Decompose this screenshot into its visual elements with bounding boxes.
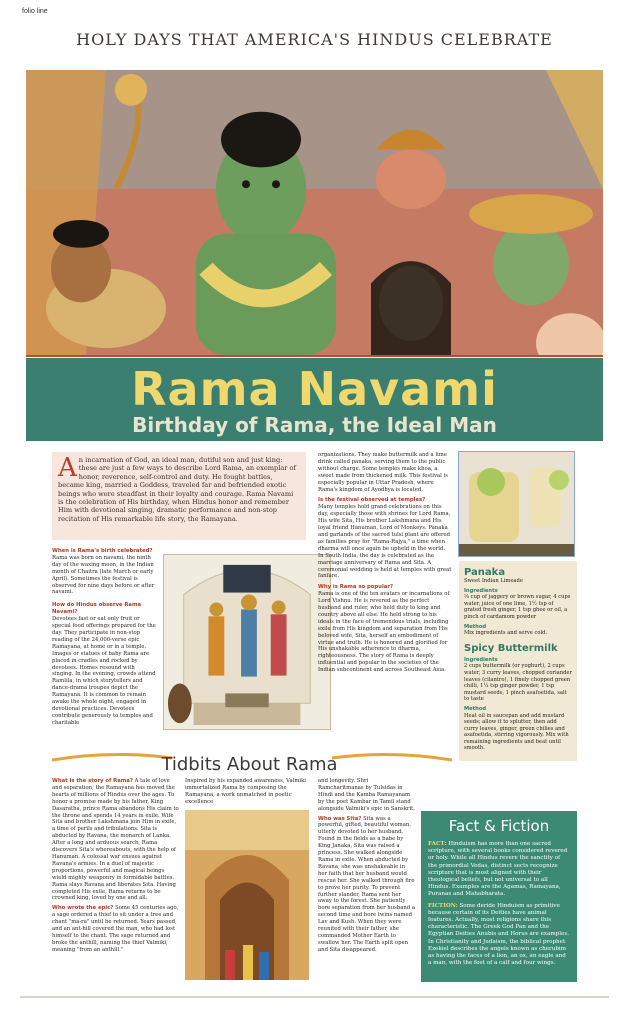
method-text: Mix ingredients and serve cold. xyxy=(464,630,548,637)
palace-photo xyxy=(185,810,309,980)
question-heading: Is the festival observed at temples? xyxy=(318,497,426,504)
answer-text: Many temples hold grand celebrations on this day, especially those with shrines for Lord Rama, His wife Sita, His brother Lakshmana and His loyal friend Hanuman, Lord of Monkeys. Panaka and garlands of the sacred tulsi plant are offered as families pray for "Rama-Rajya," a time when dharma will once again be upheld in the world. In South India, the day is celebrated as the marriage anniversary of Rama and Sita. A ceremonial wedding is held at temples with great fanfare. xyxy=(318,504,452,580)
answer-text: Some 45 centuries ago, a sage ordered a thief to sit under a tree and chant "ma-ra" until he returned. Years passed, and an ant-hill covered the man, who had lost himself to the chant. The sage returned and broke the anthill, naming the thief Valmiki, meaning "from an anthill." xyxy=(52,905,179,953)
dropcap: A xyxy=(58,453,77,483)
ingredients-text: 2 cups buttermilk (or yoghurt), 2 cups water, 3 curry leaves, chopped coriander leaves (cilantro), 1 finely chopped green chilli, 1¼ tsp ginger powder, 1 tsp mustard seeds, 1 pinch asafoetida, salt to taste xyxy=(464,663,572,703)
method-label: Method xyxy=(464,623,487,630)
recipe-subtitle: Sweet Indian Limeade xyxy=(464,578,523,584)
fact-text: Hinduism has more than one sacred scripture, with several books considered revered or holy. While all Hindus revere the sanctity of the primordial Vedas, distinct sects recognize scripture that is most aligned with their theological beliefs, but not universal to all Hindus. Examples are the Agamas, Ramayana, Puranas and Mahabharata. xyxy=(428,841,568,898)
title-banner xyxy=(26,358,603,441)
question-heading: Who wrote the epic? xyxy=(52,905,114,912)
question-heading: Who was Sita? xyxy=(318,815,362,822)
ingredients-label: Ingredients xyxy=(464,587,498,594)
article-title: Rama Navami xyxy=(131,362,498,416)
fiction-label: FICTION: xyxy=(428,902,458,909)
left-column xyxy=(52,548,157,727)
question-heading: Why is Rama so popular? xyxy=(318,584,394,591)
hero-painting xyxy=(26,70,603,357)
recipes-box xyxy=(459,561,577,761)
fiction-text: Some deride Hinduism as primitive because certain of its Deities have animal features. Actually, most religions share this characteristic. The Greek God Pan and the Egyptian Deities Anubis and Horus are examples. In Christianity and Judaism, the biblical prophet Ezekiel describes the angels known as cherubim as having the faces of a lion, an ox, an eagle and a man, with the feet of a calf and four wings. xyxy=(428,902,569,967)
answer-text: organizations. They make buttermilk and a lime drink called panaka, serving them to the public without charge. Some temples make khoa, a sweet made from thickened milk. This festival is especially popular in Uttar Pradesh, where Rama's kingdom of Ayodhya is located. xyxy=(318,452,448,493)
recipe-title: Spicy Buttermilk xyxy=(464,642,558,654)
method-text: Heat oil in saucepan and add mustard seeds; allow it to splutter, then add curry leaves, ginger, green chilies and asafoetida, stirring vigorously. Mix with remaining ingredients and beat until smooth. xyxy=(464,712,569,752)
recipe-title: Panaka xyxy=(464,567,506,578)
tidbits-column-3 xyxy=(318,778,415,954)
tidbits-column-1 xyxy=(52,778,179,954)
answer-text: Sita was a powerful, gifted, beautiful woman, utterly devoted to her husband. Found in the fields as a babe by King Janaka, Sita was raised a princess. She walked alongside Rama in exile. When abducted by Ravana, she was unshakeable in her faith that her husband would rescue her. She walked through fire to prove her purity. To prevent further slander, Rama sent her away to the forest. She patiently bore separation from her husband a second time and bore twins named Lav and Kush. When they were reunited with their father, she commanded Mother Earth to swallow her. The Earth split open and Sita disappeared. xyxy=(318,815,416,953)
shrine-photo xyxy=(163,554,331,730)
intro-box xyxy=(52,452,306,540)
answer-text: Rama was born on navami, the ninth day of the waxing moon, in the Indian month of Chaitra (late March or early April). Sometimes the festival is observed for nine days before or after navami. xyxy=(52,554,155,596)
article-subtitle: Birthday of Rama, the Ideal Man xyxy=(132,413,497,437)
fact-fiction-box xyxy=(421,811,577,982)
question-heading: What is the story of Rama? xyxy=(52,778,133,784)
intro-text: n incarnation of God, an ideal man, dutiful son and just king: these are just a few ways to describe Lord Rama, an exemplar of honor, reverence, self-control and duty. He fought battles, became king, married a Goddess, traveled far and befriended exotic beings who were steadfast in their loyalty and courage. Rama Navami is the celebration of His birthday, when Hindus honor and remember Him with devotional singing, dramatic performance and non-stop recitation of His remarkable life story, the Ramayana. xyxy=(58,456,296,523)
middle-column xyxy=(318,452,452,674)
folio-line: folio line xyxy=(22,8,48,15)
answer-text: Rama is one of the ten avatars or incarnations of Lord Vishnu. He is revered as the perfect husband and ruler, who held duty to king and country above all else. He held strong to his ideals in the face of tremendous trials, including exile from His kingdom and separation from His beloved wife, Sita, herself an embodiment of virtue and truth. He is honored and glorified for His unshakable adherence to dharma, righteousness. The story of Rama is deeply influential and popular in the societies of the Indian subcontinent and across Southeast Asia. xyxy=(318,591,450,674)
question-heading: When is Rama's birth celebrated? xyxy=(52,548,153,554)
drinks-photo xyxy=(459,452,574,556)
answer-text: A tale of love and separation, the Ramayana has moved the hearts of millions of Hindus over the ages. To honor a promise made by his father, King Dasaratha, prince Rama abandons His claim to the throne and spends 14 years in exile. Wife Sita and brother Lakshmana join Him in exile, a time of perils and tribulations. Sita is abducted by Ravana, the monarch of Lanka. After a long and arduous search, Rama discovers Sita's whereabouts, with the help of Hanuman. A colossal war ensues against Ravana's armies. In a duel of majestic proportions, powerful and magical beings wield mighty weaponry in formidable battles. Rama slays Ravana and liberates Sita. Having completed His exile, Rama returns to be crowned king, loved by one and all. xyxy=(52,778,179,902)
tidbits-title: Tidbits About Rama xyxy=(161,754,338,775)
bottom-rule xyxy=(20,996,609,1004)
method-label: Method xyxy=(464,705,487,712)
ingredients-text: ⅓ cup of jaggery or brown sugar, 4 cups water, juice of one lime, 1½ tsp of grated fresh ginger, 1 tsp ghee or oil, a pinch of cardamom powder xyxy=(464,594,571,620)
answer-text: Inspired by his expanded awareness, Valmiki immortalized Rama by composing the Ramayana, a work unmatched in poetic excellence xyxy=(185,778,306,805)
fact-fiction-title: Fact & Fiction xyxy=(448,817,550,835)
answer-text: and longevity. Shri Ramcharitmanas by Tulsidas in Hindi and the Kamba Ramayanam by the poet Kambar in Tamil stand alongside Valmiki's epic in Sanskrit. xyxy=(318,778,415,812)
fact-label: FACT: xyxy=(428,841,447,847)
ingredients-label: Ingredients xyxy=(464,656,498,663)
question-heading: How do Hindus observe Rama Navami? xyxy=(52,602,142,616)
answer-text: Devotees fast or eat only fruit or special food offerings prepared for the day. They participate in non-stop reading of the 24,000-verse epic Ramayana, at home or in a temple. Images or statues of baby Rama are placed in cradles and rocked by devotees. Homes resound with singing. In the evening, crowds attend Ramlila, in which storytellers and dance-drama troupes depict the Ramayana. It is common to remain awake the whole night, engaged in devotional practices. Devotees contribute generously to temples and charitable xyxy=(52,616,156,726)
page-kicker: HOLY DAYS THAT AMERICA'S HINDUS CELEBRATE xyxy=(76,30,553,49)
tidbits-column-2 xyxy=(185,778,309,806)
